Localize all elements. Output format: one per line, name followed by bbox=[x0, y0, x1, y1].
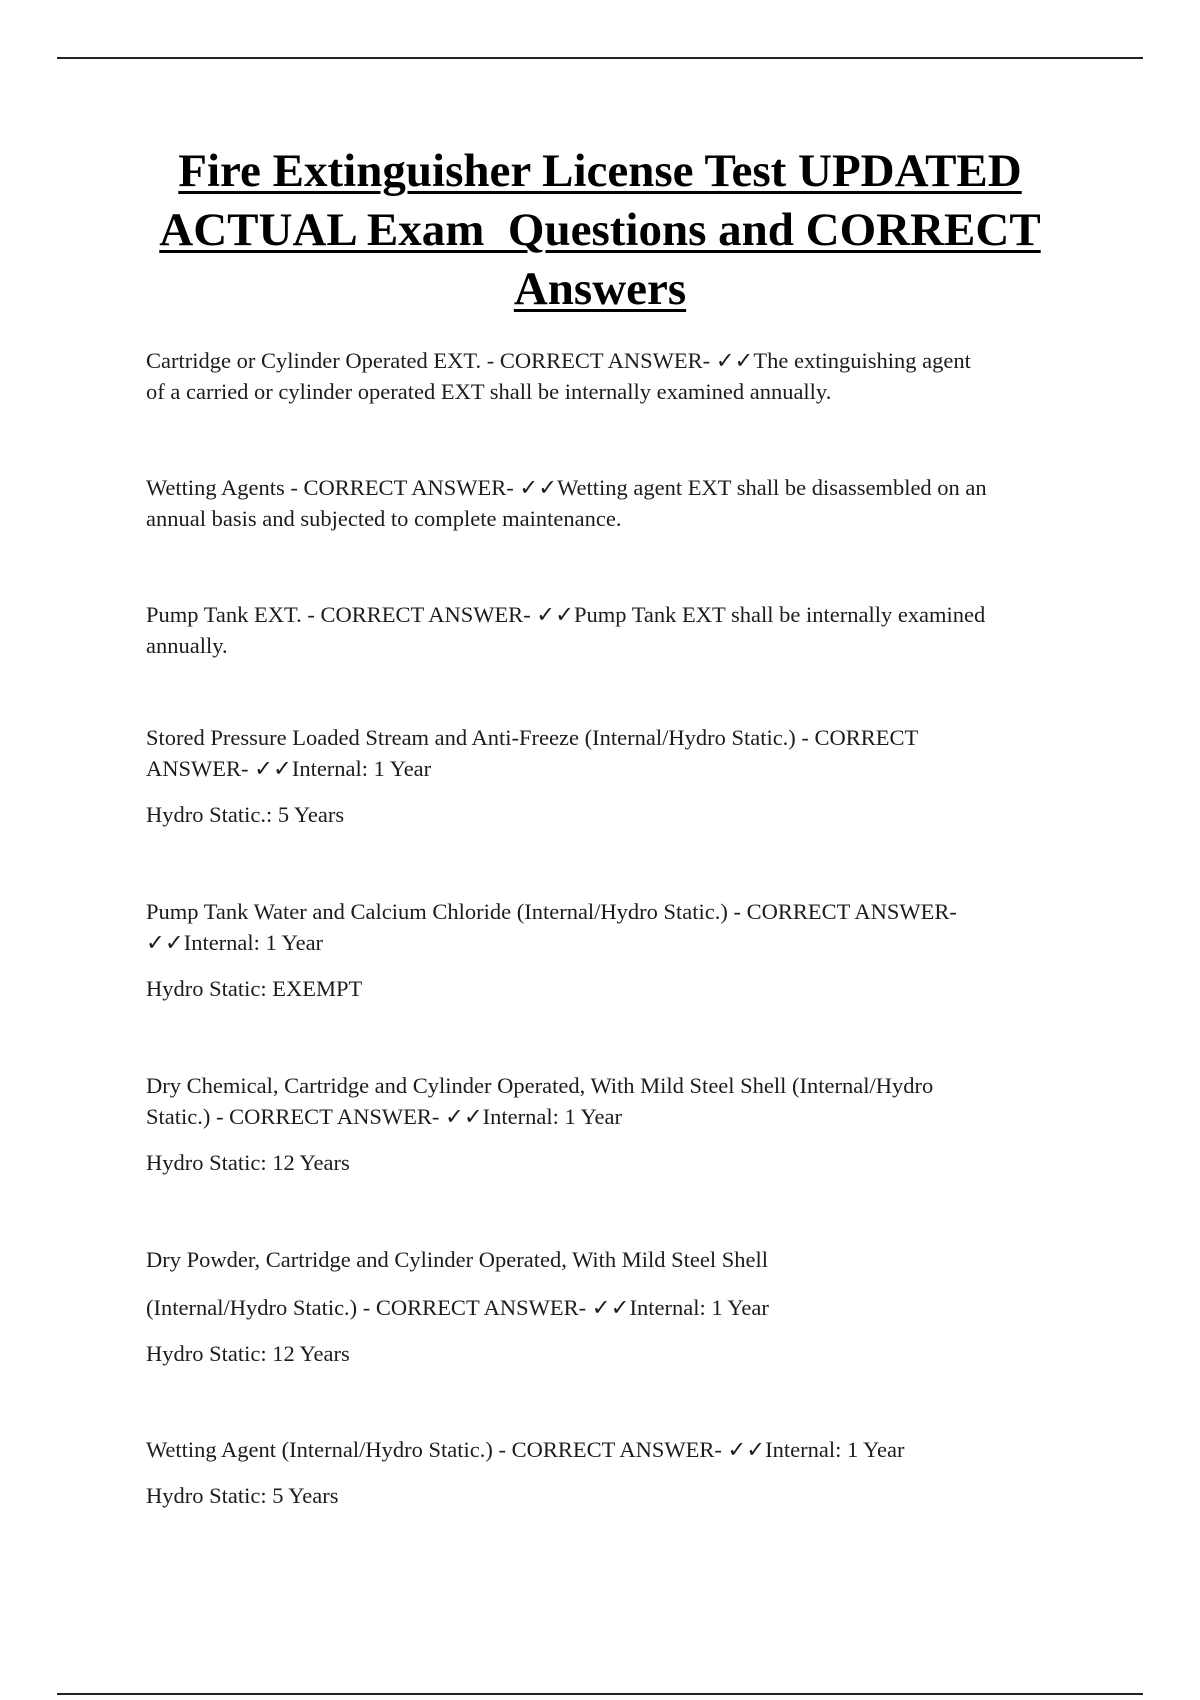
footer-rule bbox=[57, 1693, 1143, 1695]
qa-line: Wetting Agent (Internal/Hydro Static.) - CORRECT ANSWER- ✓✓Internal: 1 Year bbox=[146, 1437, 905, 1462]
qa-line: Pump Tank EXT. - CORRECT ANSWER- ✓✓Pump Tank EXT shall be internally examined bbox=[146, 602, 986, 627]
qa-line: annually. bbox=[146, 633, 228, 658]
qa-item-cartridge-ext bbox=[146, 345, 1066, 407]
title-line-1: Fire Extinguisher License Test UPDATED bbox=[178, 145, 1022, 197]
qa-line: ANSWER- ✓✓Internal: 1 Year bbox=[146, 756, 432, 781]
qa-line: (Internal/Hydro Static.) - CORRECT ANSWER- ✓✓Internal: 1 Year bbox=[146, 1295, 769, 1320]
qa-line: Cartridge or Cylinder Operated EXT. - CORRECT ANSWER- ✓✓The extinguishing agent bbox=[146, 348, 971, 373]
qa-item-dry-powder bbox=[146, 1244, 1066, 1369]
qa-item-stored-pressure bbox=[146, 722, 1066, 830]
qa-line: Stored Pressure Loaded Stream and Anti-Freeze (Internal/Hydro Static.) - CORRECT bbox=[146, 725, 919, 750]
title-line-3: Answers bbox=[513, 263, 687, 315]
qa-line: ✓✓Internal: 1 Year bbox=[146, 930, 324, 955]
qa-line: Static.) - CORRECT ANSWER- ✓✓Internal: 1 Year bbox=[146, 1104, 623, 1129]
qa-line: Dry Powder, Cartridge and Cylinder Operated, With Mild Steel Shell bbox=[146, 1247, 769, 1272]
qa-line: Wetting Agents - CORRECT ANSWER- ✓✓Wetting agent EXT shall be disassembled on an bbox=[146, 475, 987, 500]
header-rule bbox=[57, 57, 1143, 59]
qa-line: annual basis and subjected to complete maintenance. bbox=[146, 506, 622, 531]
qa-line: Pump Tank Water and Calcium Chloride (Internal/Hydro Static.) - CORRECT ANSWER- bbox=[146, 899, 957, 924]
qa-detail: Hydro Static: 5 Years bbox=[146, 1483, 339, 1508]
qa-item-pump-tank-ext bbox=[146, 599, 1066, 661]
title-line-2: ACTUAL Exam Questions and CORRECT bbox=[159, 204, 1041, 256]
qa-item-wetting-agents bbox=[146, 472, 1066, 534]
qa-detail: Hydro Static.: 5 Years bbox=[146, 802, 345, 827]
qa-detail: Hydro Static: 12 Years bbox=[146, 1150, 350, 1175]
qa-item-dry-chemical bbox=[146, 1070, 1066, 1178]
qa-detail: Hydro Static: 12 Years bbox=[146, 1341, 350, 1366]
qa-line: of a carried or cylinder operated EXT shall be internally examined annually. bbox=[146, 379, 832, 404]
qa-item-wetting-agent bbox=[146, 1434, 1066, 1511]
qa-detail: Hydro Static: EXEMPT bbox=[146, 976, 363, 1001]
qa-line: Dry Chemical, Cartridge and Cylinder Operated, With Mild Steel Shell (Internal/Hydro bbox=[146, 1073, 934, 1098]
qa-item-pump-tank-water bbox=[146, 896, 1066, 1004]
document-title bbox=[120, 142, 1080, 319]
